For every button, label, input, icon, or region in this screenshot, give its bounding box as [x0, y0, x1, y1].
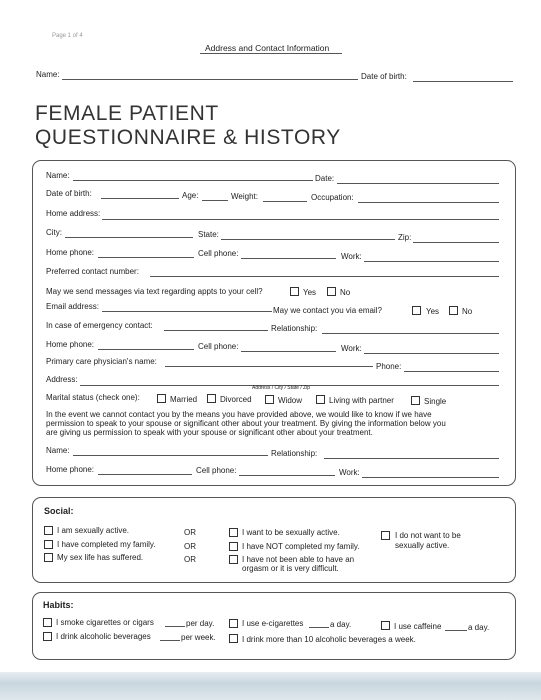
- habits-caffeine-amount-field[interactable]: [445, 630, 467, 631]
- social-not-completed-family-checkbox[interactable]: [229, 542, 238, 551]
- marital-single-label: Single: [424, 397, 447, 406]
- social-orgasm-difficult-label-line1: I have not been able to have an: [242, 555, 355, 564]
- habits-alcohol-more-checkbox[interactable]: [229, 634, 238, 643]
- state-field[interactable]: [221, 239, 395, 240]
- social-or-1: OR: [184, 528, 196, 537]
- home-address-label: Home address:: [46, 209, 101, 218]
- email-label: Email address:: [46, 302, 99, 311]
- habits-alcohol-more-label: I drink more than 10 alcoholic beverages a week.: [242, 635, 416, 644]
- spouse-cell-phone-label: Cell phone:: [196, 466, 237, 475]
- social-want-active-label: I want to be sexually active.: [242, 528, 340, 537]
- spouse-relationship-field[interactable]: [324, 458, 499, 459]
- habits-caffeine-label: I use caffeine: [394, 622, 442, 631]
- scan-note: Page 1 of 4: [52, 33, 83, 39]
- habits-alcohol-checkbox[interactable]: [43, 632, 52, 641]
- preferred-contact-label: Preferred contact number:: [46, 267, 139, 276]
- social-orgasm-difficult-checkbox[interactable]: [229, 555, 238, 564]
- emergency-contact-label: In case of emergency contact:: [46, 321, 153, 330]
- top-title: Address and Contact Information: [205, 43, 330, 53]
- spouse-work-label: Work:: [339, 468, 360, 477]
- text-yes-label: Yes: [303, 288, 317, 297]
- habits-caffeine-unit: a day.: [468, 623, 490, 632]
- email-no-checkbox[interactable]: [449, 306, 458, 315]
- name-label: Name:: [46, 171, 70, 180]
- emergency-work-field[interactable]: [364, 353, 499, 354]
- marital-married-checkbox[interactable]: [157, 394, 166, 403]
- zip-label: Zip:: [398, 233, 412, 242]
- top-title-rule: [200, 53, 342, 54]
- social-or-2: OR: [184, 542, 196, 551]
- dob-field[interactable]: [101, 198, 179, 199]
- occupation-field[interactable]: [358, 202, 499, 203]
- habits-caffeine-checkbox[interactable]: [381, 621, 390, 630]
- spouse-relationship-label: Relationship:: [271, 449, 318, 458]
- social-not-want-active-checkbox[interactable]: [381, 531, 390, 540]
- email-no-label: No: [462, 307, 473, 316]
- emergency-cell-phone-label: Cell phone:: [198, 342, 239, 351]
- social-not-completed-family-label: I have NOT completed my family.: [242, 542, 360, 551]
- marital-widow-checkbox[interactable]: [265, 395, 274, 404]
- city-label: City:: [46, 228, 62, 237]
- top-name-label: Name:: [36, 70, 60, 79]
- emergency-relationship-label: Relationship:: [271, 324, 318, 333]
- spouse-name-label: Name:: [46, 446, 70, 455]
- marital-living-with-partner-label: Living with partner: [329, 396, 394, 405]
- emergency-home-phone-field[interactable]: [98, 349, 194, 350]
- habits-ecig-label: I use e-cigarettes: [242, 619, 304, 628]
- social-want-active-checkbox[interactable]: [229, 528, 238, 537]
- social-not-want-active-label-line2: sexually active.: [395, 541, 450, 550]
- spouse-name-field[interactable]: [73, 455, 268, 456]
- state-label: State:: [198, 230, 219, 239]
- social-sex-life-suffered-checkbox[interactable]: [44, 553, 53, 562]
- emergency-work-label: Work:: [341, 344, 362, 353]
- habits-alcohol-amount-field[interactable]: [160, 640, 180, 641]
- social-completed-family-checkbox[interactable]: [44, 540, 53, 549]
- habits-ecig-checkbox[interactable]: [229, 619, 238, 628]
- name-field[interactable]: [73, 180, 313, 181]
- weight-field[interactable]: [263, 201, 307, 202]
- spouse-home-phone-label: Home phone:: [46, 465, 95, 474]
- social-not-want-active-label-line1: I do not want to be: [395, 531, 461, 540]
- spouse-home-phone-field[interactable]: [98, 474, 192, 475]
- habits-ecig-unit: a day.: [330, 620, 352, 629]
- age-label: Age:: [182, 191, 199, 200]
- habits-ecig-amount-field[interactable]: [309, 627, 329, 628]
- habits-smoke-checkbox[interactable]: [43, 618, 52, 627]
- marital-living-with-partner-checkbox[interactable]: [316, 395, 325, 404]
- permission-paragraph-line3: are giving us permission to speak with your spouse or significant other about your treatment.: [46, 428, 373, 437]
- page-title-line1: FEMALE PATIENT: [35, 102, 219, 125]
- top-dob-label: Date of birth:: [361, 72, 407, 81]
- marital-divorced-checkbox[interactable]: [207, 394, 216, 403]
- social-completed-family-label: I have completed my family.: [57, 540, 156, 549]
- phone-field[interactable]: [404, 371, 499, 372]
- zip-field[interactable]: [413, 242, 499, 243]
- work-label: Work:: [341, 252, 362, 261]
- cell-phone-label: Cell phone:: [198, 249, 239, 258]
- marital-status-label: Marital status (check one):: [46, 393, 140, 402]
- work-field[interactable]: [364, 261, 499, 262]
- primary-care-field[interactable]: [165, 366, 373, 367]
- social-sexually-active-label: I am sexually active.: [57, 526, 130, 535]
- cell-phone-field[interactable]: [241, 258, 336, 259]
- home-address-field[interactable]: [102, 219, 499, 220]
- marital-married-label: Married: [170, 395, 198, 404]
- preferred-contact-field[interactable]: [150, 276, 499, 277]
- dob-label: Date of birth:: [46, 189, 92, 198]
- primary-care-label: Primary care physician's name:: [46, 357, 157, 366]
- habits-smoke-amount-field[interactable]: [165, 626, 185, 627]
- marital-single-checkbox[interactable]: [411, 396, 420, 405]
- top-dob-field[interactable]: [413, 81, 513, 82]
- address-hint: Address / City / State / Zip: [252, 385, 311, 391]
- social-heading: Social:: [44, 506, 74, 516]
- spouse-cell-phone-field[interactable]: [239, 475, 335, 476]
- address-label: Address:: [46, 375, 78, 384]
- age-field[interactable]: [202, 200, 228, 201]
- spouse-work-field[interactable]: [362, 477, 499, 478]
- weight-label: Weight:: [231, 192, 258, 201]
- email-field[interactable]: [102, 311, 272, 312]
- date-label: Date:: [315, 174, 335, 183]
- phone-label: Phone:: [376, 362, 402, 371]
- occupation-label: Occupation:: [311, 193, 354, 202]
- permission-paragraph-line1: In the event we cannot contact you by the means you have provided above, we would like to know if we have: [46, 410, 432, 419]
- marital-widow-label: Widow: [278, 396, 303, 405]
- text-no-label: No: [340, 288, 351, 297]
- habits-smoke-unit: per day.: [186, 619, 215, 628]
- text-question: May we send messages via text regarding appts to your cell?: [46, 287, 263, 296]
- email-yes-label: Yes: [426, 307, 440, 316]
- emergency-home-phone-label: Home phone:: [46, 340, 95, 349]
- page-title-line2: QUESTIONNAIRE & HISTORY: [35, 126, 341, 149]
- top-name-field[interactable]: [62, 79, 358, 80]
- social-or-3: OR: [184, 555, 196, 564]
- home-phone-label: Home phone:: [46, 248, 95, 257]
- habits-alcohol-label: I drink alcoholic beverages: [56, 632, 151, 641]
- city-field[interactable]: [65, 237, 193, 238]
- permission-paragraph-line2: permission to speak to your spouse or significant other about your treatment. By giving the information below you: [46, 419, 446, 428]
- social-sex-life-suffered-label: My sex life has suffered.: [57, 553, 144, 562]
- email-yes-checkbox[interactable]: [412, 306, 421, 315]
- emergency-contact-field[interactable]: [164, 330, 268, 331]
- date-field[interactable]: [337, 183, 499, 184]
- habits-heading: Habits:: [43, 600, 74, 610]
- habits-smoke-label: I smoke cigarettes or cigars: [56, 618, 154, 627]
- email-question: May we contact you via email?: [273, 306, 382, 315]
- home-phone-field[interactable]: [98, 257, 194, 258]
- social-sexually-active-checkbox[interactable]: [44, 526, 53, 535]
- emergency-cell-phone-field[interactable]: [241, 351, 336, 352]
- scan-edge-strip: [0, 672, 541, 700]
- text-no-checkbox[interactable]: [327, 287, 336, 296]
- social-orgasm-difficult-label-line2: orgasm or it is very difficult.: [242, 564, 339, 573]
- habits-alcohol-unit: per week.: [181, 633, 216, 642]
- text-yes-checkbox[interactable]: [290, 287, 299, 296]
- marital-divorced-label: Divorced: [220, 395, 252, 404]
- emergency-relationship-field[interactable]: [322, 333, 499, 334]
